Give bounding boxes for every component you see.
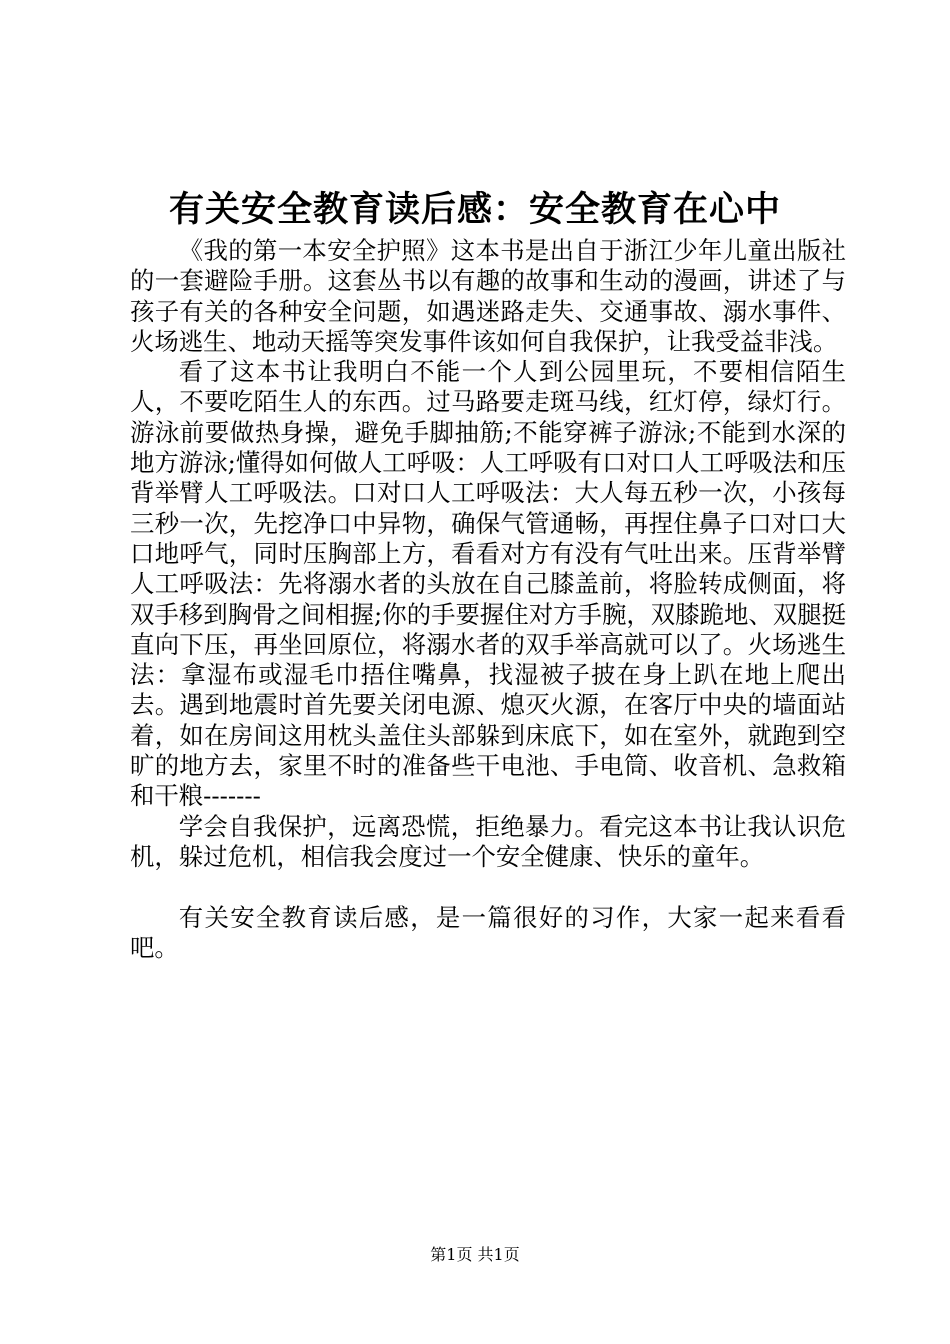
document-body xyxy=(130,236,846,963)
paragraph-intro: 《我的第一本安全护照》这本书是出自于浙江少年儿童出版社的一套避险手册。这套丛书以有趣的故事和生动的漫画，讲述了与孩子有关的各种安全问题，如遇迷路走失、交通事故、溺水事件、火场逃生、地动天摇等突发事件该如何自我保护，让我受益非浅。 xyxy=(130,236,846,356)
paragraph-main: 看了这本书让我明白不能一个人到公园里玩，不要相信陌生人，不要吃陌生人的东西。过马路要走斑马线，红灯停，绿灯行。游泳前要做热身操，避免手脚抽筋;不能穿裤子游泳;不能到水深的地方游泳;懂得如何做人工呼吸：人工呼吸有口对口人工呼吸法和压背举臂人工呼吸法。口对口人工呼吸法：大人每五秒一次，小孩每三秒一次，先挖净口中异物，确保气管通畅，再捏住鼻子口对口大口地呼气，同时压胸部上方，看看对方有没有气吐出来。压背举臂人工呼吸法：先将溺水者的头放在自己膝盖前，将脸转成侧面，将双手移到胸骨之间相握;你的手要握住对方手腕，双膝跪地、双腿挺直向下压，再坐回原位，将溺水者的双手举高就可以了。火场逃生法：拿湿布或湿毛巾捂住嘴鼻，找湿被子披在身上趴在地上爬出去。遇到地震时首先要关闭电源、熄灭火源，在客厅中央的墙面站着，如在房间这用枕头盖住头部躲到床底下，如在室外，就跑到空旷的地方去，家里不时的准备些干电池、手电筒、收音机、急救箱和干粮------- xyxy=(130,357,846,811)
paragraph-note: 有关安全教育读后感，是一篇很好的习作，大家一起来看看吧。 xyxy=(130,902,846,962)
paragraph-spacer xyxy=(130,872,846,902)
document-title: 有关安全教育读后感：安全教育在心中 xyxy=(168,189,781,230)
page-footer: 第1页 共1页 xyxy=(430,1245,520,1264)
paragraph-conclusion: 学会自我保护，远离恐慌，拒绝暴力。看完这本书让我认识危机，躲过危机，相信我会度过一个安全健康、快乐的童年。 xyxy=(130,811,846,871)
